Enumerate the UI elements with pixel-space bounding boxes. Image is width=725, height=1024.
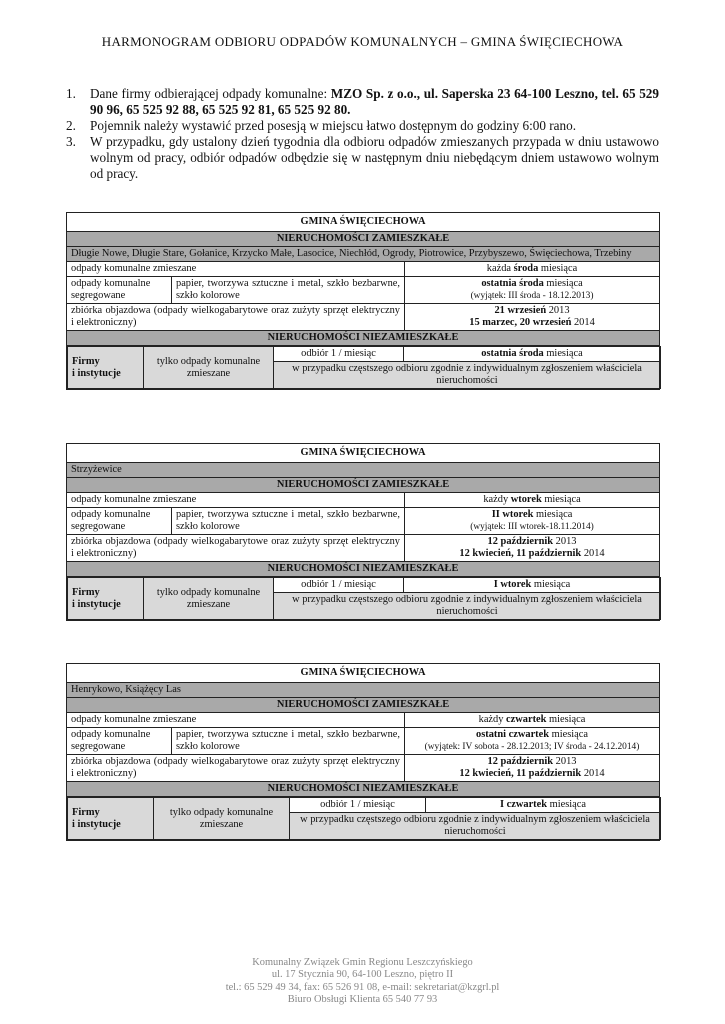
- note-text: Pojemnik należy wystawić przed posesją w miejscu łatwo dostępnym do godziny 6:00 rano.: [90, 118, 577, 133]
- bulky-waste-dates: 12 październik 2013 12 kwiecień, 11 październik 2014: [405, 755, 660, 782]
- schedule-table: [66, 212, 660, 390]
- bulky-waste-label: zbiórka objazdowa (odpady wielkogabarytowe oraz zużyty sprzęt elektryczny i elektroniczny): [67, 535, 405, 562]
- non-residential-header: NIERUCHOMOŚCI NIEZAMIESZKAŁE: [67, 331, 660, 346]
- document-title: HARMONOGRAM ODBIORU ODPADÓW KOMUNALNYCH – GMINA ŚWIĘCIECHOWA: [101, 34, 624, 49]
- footer: [0, 957, 725, 1007]
- segregated-waste-types: papier, tworzywa sztuczne i metal, szkło bezbarwne, szkło kolorowe: [172, 508, 405, 535]
- segregated-waste-schedule: ostatni czwartek miesiąca (wyjątek: IV sobota - 28.12.2013; IV środa - 24.12.2014): [405, 728, 660, 755]
- villages-list: Długie Nowe, Długie Stare, Gołanice, Krzycko Małe, Lasocice, Niechłód, Ogrody, Piotrowice, Przybyszewo, Święciechowa, Trzebiny: [67, 247, 660, 262]
- footer-helpdesk: Biuro Obsługi Klienta 65 540 77 93: [287, 994, 438, 1006]
- frequency-label: odbiór 1 / miesiąc: [290, 798, 426, 813]
- firms-label: Firmy i instytucje: [68, 798, 154, 840]
- schedule-exception: (wyjątek: III wtorek-18.11.2014): [470, 522, 594, 532]
- segregated-waste-label: odpady komunalne segregowane: [67, 277, 172, 304]
- bulky-waste-label: zbiórka objazdowa (odpady wielkogabarytowe oraz zużyty sprzęt elektryczny i elektroniczny): [67, 304, 405, 331]
- frequent-pickup-note: w przypadku częstszego odbioru zgodnie z indywidualnym zgłoszeniem właściciela nieruchomości: [274, 593, 661, 620]
- bulky-waste-label: zbiórka objazdowa (odpady wielkogabarytowe oraz zużyty sprzęt elektryczny i elektroniczny): [67, 755, 405, 782]
- note-item: [66, 86, 659, 118]
- residential-header: NIERUCHOMOŚCI ZAMIESZKAŁE: [67, 232, 660, 247]
- mixed-waste-schedule: każdy czwartek miesiąca: [405, 713, 660, 728]
- frequency-label: odbiór 1 / miesiąc: [274, 347, 404, 362]
- frequency-label: odbiór 1 / miesiąc: [274, 578, 404, 593]
- non-residential-header: NIERUCHOMOŚCI NIEZAMIESZKAŁE: [67, 562, 660, 577]
- bulky-waste-dates: 21 wrzesień 2013 15 marzec, 20 wrzesień 2014: [405, 304, 660, 331]
- mixed-waste-label: odpady komunalne zmieszane: [67, 713, 405, 728]
- notes-list: [66, 86, 659, 182]
- segregated-waste-schedule: II wtorek miesiąca (wyjątek: III wtorek-18.11.2014): [405, 508, 660, 535]
- footer-org: Komunalny Związek Gmin Regionu Leszczyńskiego: [252, 957, 473, 968]
- footer-contact: tel.: 65 529 49 34, fax: 65 526 91 08, e-mail: sekretariat@kzgrl.pl: [225, 981, 500, 993]
- note-text: W przypadku, gdy ustalony dzień tygodnia dla odbioru odpadów zmieszanych przypada w dniu ustawowo wolnym od pracy, odbiór odpadów odbędzie się w następnym dniu niebędącym dniem ustawowo wolnym od pracy.: [90, 134, 659, 181]
- gmina-header: GMINA ŚWIĘCIECHOWA: [67, 213, 660, 232]
- mixed-waste-label: odpady komunalne zmieszane: [67, 493, 405, 508]
- mixed-waste-schedule: każda środa miesiąca: [405, 262, 660, 277]
- bulky-waste-dates: 12 październik 2013 12 kwiecień, 11 październik 2014: [405, 535, 660, 562]
- note-item: [66, 134, 659, 182]
- segregated-waste-label: odpady komunalne segregowane: [67, 728, 172, 755]
- segregated-waste-label: odpady komunalne segregowane: [67, 508, 172, 535]
- non-residential-table: [67, 577, 661, 620]
- segregated-waste-types: papier, tworzywa sztuczne i metal, szkło bezbarwne, szkło kolorowe: [172, 277, 405, 304]
- non-residential-table: [67, 797, 661, 840]
- segregated-waste-types: papier, tworzywa sztuczne i metal, szkło bezbarwne, szkło kolorowe: [172, 728, 405, 755]
- schedule-exception: (wyjątek: IV sobota - 28.12.2013; IV środa - 24.12.2014): [424, 742, 640, 752]
- company-contact: MZO Sp. z o.o., ul. Saperska 23 64-100 Leszno, tel. 65 529 90 96, 65 525 92 88, 65 525 92 81, 65 525 92 80.: [90, 86, 659, 117]
- note-text: Dane firmy odbierającej odpady komunalne:: [90, 86, 331, 101]
- firms-waste-type: tylko odpady komunalne zmieszane: [144, 347, 274, 389]
- mixed-waste-label: odpady komunalne zmieszane: [67, 262, 405, 277]
- villages-list: Strzyżewice: [67, 463, 660, 478]
- residential-header: NIERUCHOMOŚCI ZAMIESZKAŁE: [67, 478, 660, 493]
- firms-label: Firmy i instytucje: [68, 578, 144, 620]
- residential-header: NIERUCHOMOŚCI ZAMIESZKAŁE: [67, 698, 660, 713]
- footer-address: ul. 17 Stycznia 90, 64-100 Leszno, piętro II: [271, 969, 454, 981]
- segregated-waste-schedule: ostatnia środa miesiąca (wyjątek: III środa - 18.12.2013): [405, 277, 660, 304]
- firms-waste-type: tylko odpady komunalne zmieszane: [144, 578, 274, 620]
- schedule-exception: (wyjątek: III środa - 18.12.2013): [470, 291, 594, 301]
- gmina-header: GMINA ŚWIĘCIECHOWA: [67, 664, 660, 683]
- note-number: 1.: [66, 86, 76, 101]
- frequency-schedule: I czwartek miesiąca: [426, 798, 661, 813]
- frequency-schedule: ostatnia środa miesiąca: [404, 347, 661, 362]
- schedule-table: [66, 663, 660, 841]
- frequent-pickup-note: w przypadku częstszego odbioru zgodnie z indywidualnym zgłoszeniem właściciela nieruchomości: [290, 813, 661, 840]
- gmina-header: GMINA ŚWIĘCIECHOWA: [67, 444, 660, 463]
- note-number: 2.: [66, 118, 76, 133]
- note-number: 3.: [66, 134, 76, 149]
- villages-list: Henrykowo, Książęcy Las: [67, 683, 660, 698]
- firms-label: Firmy i instytucje: [68, 347, 144, 389]
- non-residential-header: NIERUCHOMOŚCI NIEZAMIESZKAŁE: [67, 782, 660, 797]
- frequency-schedule: I wtorek miesiąca: [404, 578, 661, 593]
- non-residential-table: [67, 346, 661, 389]
- mixed-waste-schedule: każdy wtorek miesiąca: [405, 493, 660, 508]
- firms-waste-type: tylko odpady komunalne zmieszane: [154, 798, 290, 840]
- note-item: [66, 118, 659, 134]
- schedule-table: [66, 443, 660, 621]
- frequent-pickup-note: w przypadku częstszego odbioru zgodnie z indywidualnym zgłoszeniem właściciela nieruchomości: [274, 362, 661, 389]
